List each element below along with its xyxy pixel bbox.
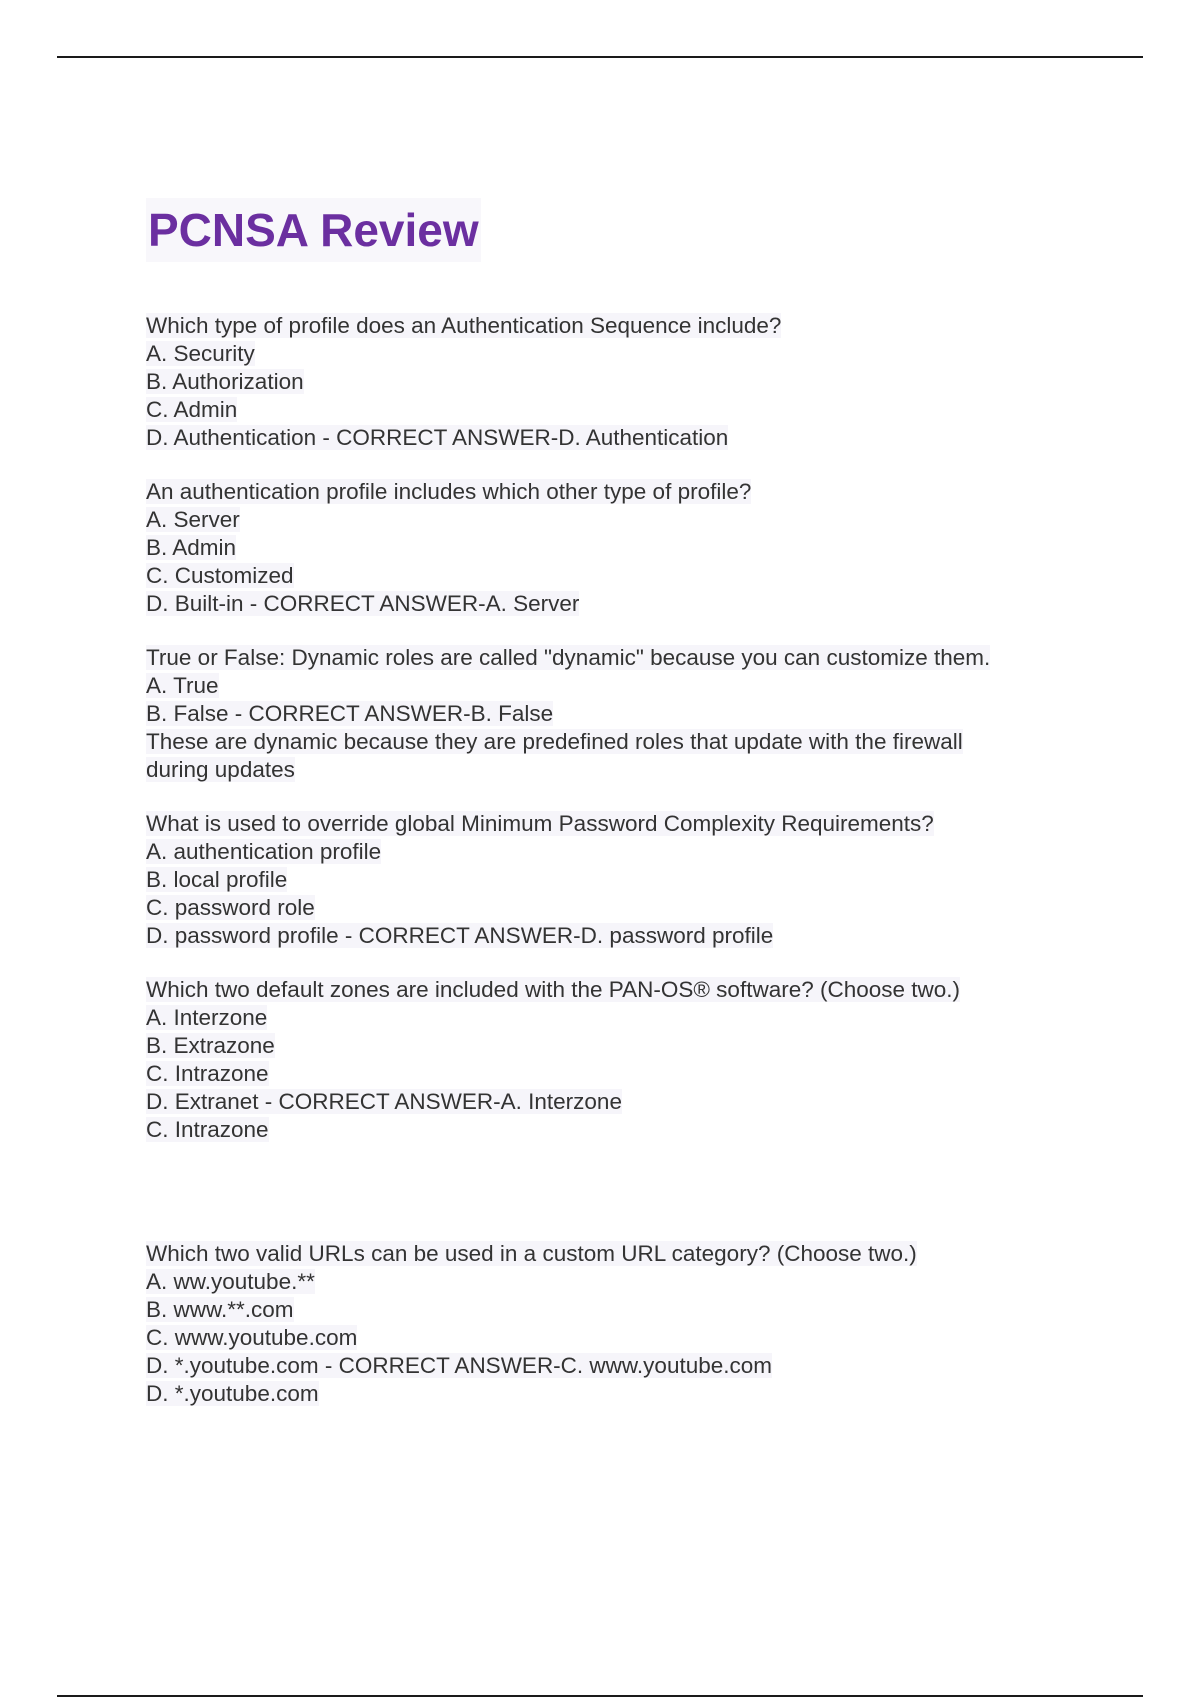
answer-option: A. ww.youtube.**: [146, 1269, 315, 1294]
answer-option: C. Admin: [146, 397, 238, 422]
answer-option-correct: D. Extranet - CORRECT ANSWER-A. Interzone: [146, 1089, 622, 1114]
answer-option: B. Extrazone: [146, 1033, 275, 1058]
question-block: [146, 478, 1086, 618]
bottom-rule: [57, 1695, 1143, 1697]
answer-option-correct: B. False - CORRECT ANSWER-B. False: [146, 701, 554, 726]
question-text: Which two valid URLs can be used in a custom URL category? (Choose two.): [146, 1241, 917, 1266]
answer-option-correct: D. Built-in - CORRECT ANSWER-A. Server: [146, 591, 580, 616]
answer-option-correct: C. Intrazone: [146, 1117, 269, 1142]
question-text: An authentication profile includes which other type of profile?: [146, 479, 752, 504]
answer-option: B. local profile: [146, 867, 288, 892]
question-text: What is used to override global Minimum Password Complexity Requirements?: [146, 811, 934, 836]
answer-option: C. Intrazone: [146, 1061, 269, 1086]
answer-option: C. Customized: [146, 563, 294, 588]
answer-option: A. authentication profile: [146, 839, 382, 864]
answer-option: A. Security: [146, 341, 255, 366]
answer-explanation: during updates: [146, 757, 295, 782]
answer-option-correct: D. *.youtube.com - CORRECT ANSWER-C. www.youtube.com: [146, 1353, 773, 1378]
answer-option: B. www.**.com: [146, 1297, 294, 1322]
question-list: [146, 312, 1086, 1434]
answer-option: B. Admin: [146, 535, 237, 560]
answer-option: C. www.youtube.com: [146, 1325, 358, 1350]
question-block: [146, 810, 1086, 950]
answer-option: B. Authorization: [146, 369, 304, 394]
answer-option: A. Interzone: [146, 1005, 268, 1030]
question-text: True or False: Dynamic roles are called "dynamic" because you can customize them.: [146, 645, 991, 670]
answer-option: C. password role: [146, 895, 315, 920]
question-text: Which type of profile does an Authentication Sequence include?: [146, 313, 782, 338]
answer-explanation: These are dynamic because they are predefined roles that update with the firewall: [146, 729, 963, 754]
answer-option: A. True: [146, 673, 219, 698]
answer-option-correct: D. password profile - CORRECT ANSWER-D. password profile: [146, 923, 774, 948]
answer-option: A. Server: [146, 507, 240, 532]
question-block: [146, 312, 1086, 452]
question-block: [146, 1240, 1086, 1408]
answer-option-correct: D. *.youtube.com: [146, 1381, 319, 1406]
question-text: Which two default zones are included with the PAN-OS® software? (Choose two.): [146, 977, 961, 1002]
question-block: [146, 644, 1086, 784]
answer-option-correct: D. Authentication - CORRECT ANSWER-D. Authentication: [146, 425, 729, 450]
top-rule: [57, 56, 1143, 58]
page-title: PCNSA Review: [146, 198, 481, 262]
question-block: [146, 976, 1086, 1144]
